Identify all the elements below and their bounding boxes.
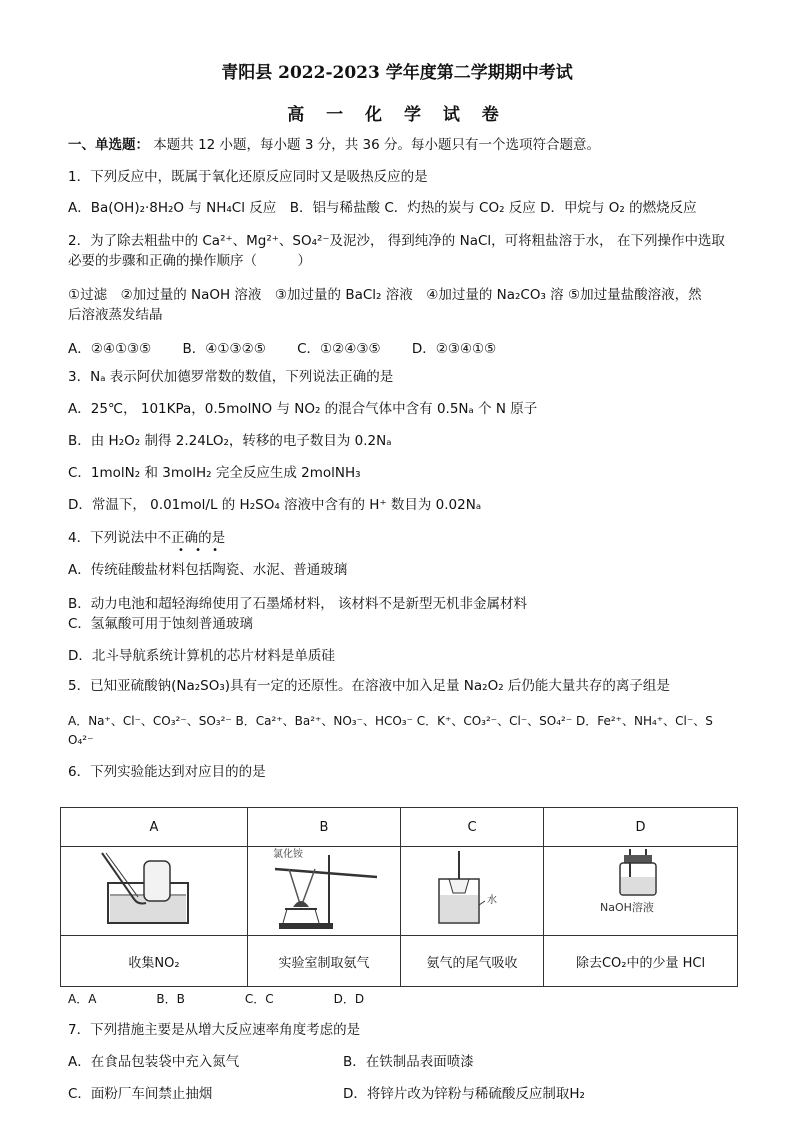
caption-a: 收集NO₂ [61, 936, 248, 987]
figure-c-label: 水 [487, 895, 497, 906]
q3-option-c: C．1molN₂ 和 3molH₂ 完全反应生成 2molNH₃ [68, 465, 361, 481]
q4-option-c: C．氢氟酸可用于蚀刻普通玻璃 [68, 616, 253, 632]
q7-option-a: A．在食品包装袋中充入氮气 [68, 1054, 240, 1070]
header-b: B [248, 808, 401, 847]
q1-options: A．Ba(OH)₂·8H₂O 与 NH₄Cl 反应 B．铝与稀盐酸 C．灼热的炭与 CO₂ 反应 D．甲烷与 O₂ 的燃烧反应 [68, 200, 697, 216]
figure-d-label: NaOH溶液 [599, 901, 654, 914]
q3-stem: 3．Nₐ 表示阿伏加德罗常数的数值，下列说法正确的是 [68, 369, 394, 385]
tail-gas-absorption-figure [427, 849, 517, 929]
q3-option-b: B．由 H₂O₂ 制得 2.24LO₂，转移的电子数目为 0.2Nₐ [68, 433, 392, 449]
q4-option-d: D．北斗导航系统计算机的芯片材料是单质硅 [68, 648, 335, 664]
q2-stem-line4: 后溶液蒸发结晶 [68, 307, 163, 323]
header-a: A [61, 808, 248, 847]
figure-b [248, 847, 401, 936]
emphasis-dots: • • • [178, 545, 223, 556]
q7-option-d: D．将锌片改为锌粉与稀硫酸反应制取H₂ [343, 1086, 585, 1102]
q5-stem: 5．已知亚硫酸钠(Na₂SO₃)具有一定的还原性。在溶液中加入足量 Na₂O₂ 后仍能大量共存的离子组是 [68, 678, 670, 694]
caption-b: 实验室制取氨气 [248, 936, 401, 987]
experiment-table [60, 807, 738, 987]
figure-d [544, 847, 738, 936]
header-d: D [544, 808, 738, 847]
q6-stem: 6．下列实验能达到对应目的的是 [68, 764, 266, 780]
q1-stem: 1．下列反应中，既属于氧化还原反应同时又是吸热反应的是 [68, 169, 428, 185]
section1-desc: 本题共 12 小题，每小题 3 分，共 36 分。每小题只有一个选项符合题意。 [153, 137, 600, 153]
q7-option-c: C．面粉厂车间禁止抽烟 [68, 1086, 213, 1102]
exam-subtitle: 高 一 化 学 试 卷 [287, 105, 507, 125]
exam-title: 青阳县 2022-2023 学年度第二学期期中考试 [221, 63, 573, 83]
section1-header [68, 136, 754, 154]
q5-options-line2: O₄²⁻ [68, 733, 94, 747]
gas-washing-bottle-figure [586, 849, 696, 929]
section1-head: 一、单选题： [68, 137, 149, 153]
q2-options: A．②④①③⑤ B．④①③②⑤ C．①②④③⑤ D．②③④①⑤ [68, 341, 497, 357]
header-c: C [401, 808, 544, 847]
q4-option-a: A．传统硅酸盐材料包括陶瓷、水泥、普通玻璃 [68, 562, 348, 578]
ammonia-preparation-figure [259, 847, 389, 931]
caption-d: 除去CO₂中的少量 HCl [544, 936, 738, 987]
q3-option-a: A．25℃， 101KPa，0.5molNO 与 NO₂ 的混合气体中含有 0.5Nₐ 个 N 原子 [68, 401, 538, 417]
q4-stem: 4．下列说法中不正确的是 [68, 530, 226, 546]
q7-stem: 7．下列措施主要是从增大反应速率角度考虑的是 [68, 1022, 361, 1038]
figure-c [401, 847, 544, 936]
figure-a [61, 847, 248, 936]
q7-option-b: B．在铁制品表面喷漆 [343, 1054, 474, 1070]
gas-collection-trough-figure [94, 849, 214, 929]
q6-options: A．A B．B C．C D．D [68, 992, 365, 1006]
q2-stem-line3: ①过滤 ②加过量的 NaOH 溶液 ③加过量的 BaCl₂ 溶液 ④加过量的 Na₂CO₃ 溶 ⑤加过量盐酸溶液，然 [68, 287, 702, 303]
q2-stem-line1: 2．为了除去粗盐中的 Ca²⁺、Mg²⁺、SO₄²⁻及泥沙， 得到纯净的 NaCl，可将粗盐溶于水， 在下列操作中选取 [68, 233, 725, 249]
q3-option-d: D．常温下， 0.01mol/L 的 H₂SO₄ 溶液中含有的 H⁺ 数目为 0.02Nₐ [68, 497, 482, 513]
q2-stem-line2: 必要的步骤和正确的操作顺序（ ） [68, 253, 311, 269]
caption-c: 氨气的尾气吸收 [401, 936, 544, 987]
q5-options-line1: A．Na⁺、Cl⁻、CO₃²⁻、SO₃²⁻ B．Ca²⁺、Ba²⁺、NO₃⁻、HCO₃⁻ C．K⁺、CO₃²⁻、Cl⁻、SO₄²⁻ D．Fe²⁺、NH₄⁺、Cl⁻、S [68, 714, 713, 728]
q4-option-b: B．动力电池和超轻海绵使用了石墨烯材料， 该材料不是新型无机非金属材料 [68, 596, 528, 612]
figure-b-label: 氯化铵 [273, 849, 303, 860]
